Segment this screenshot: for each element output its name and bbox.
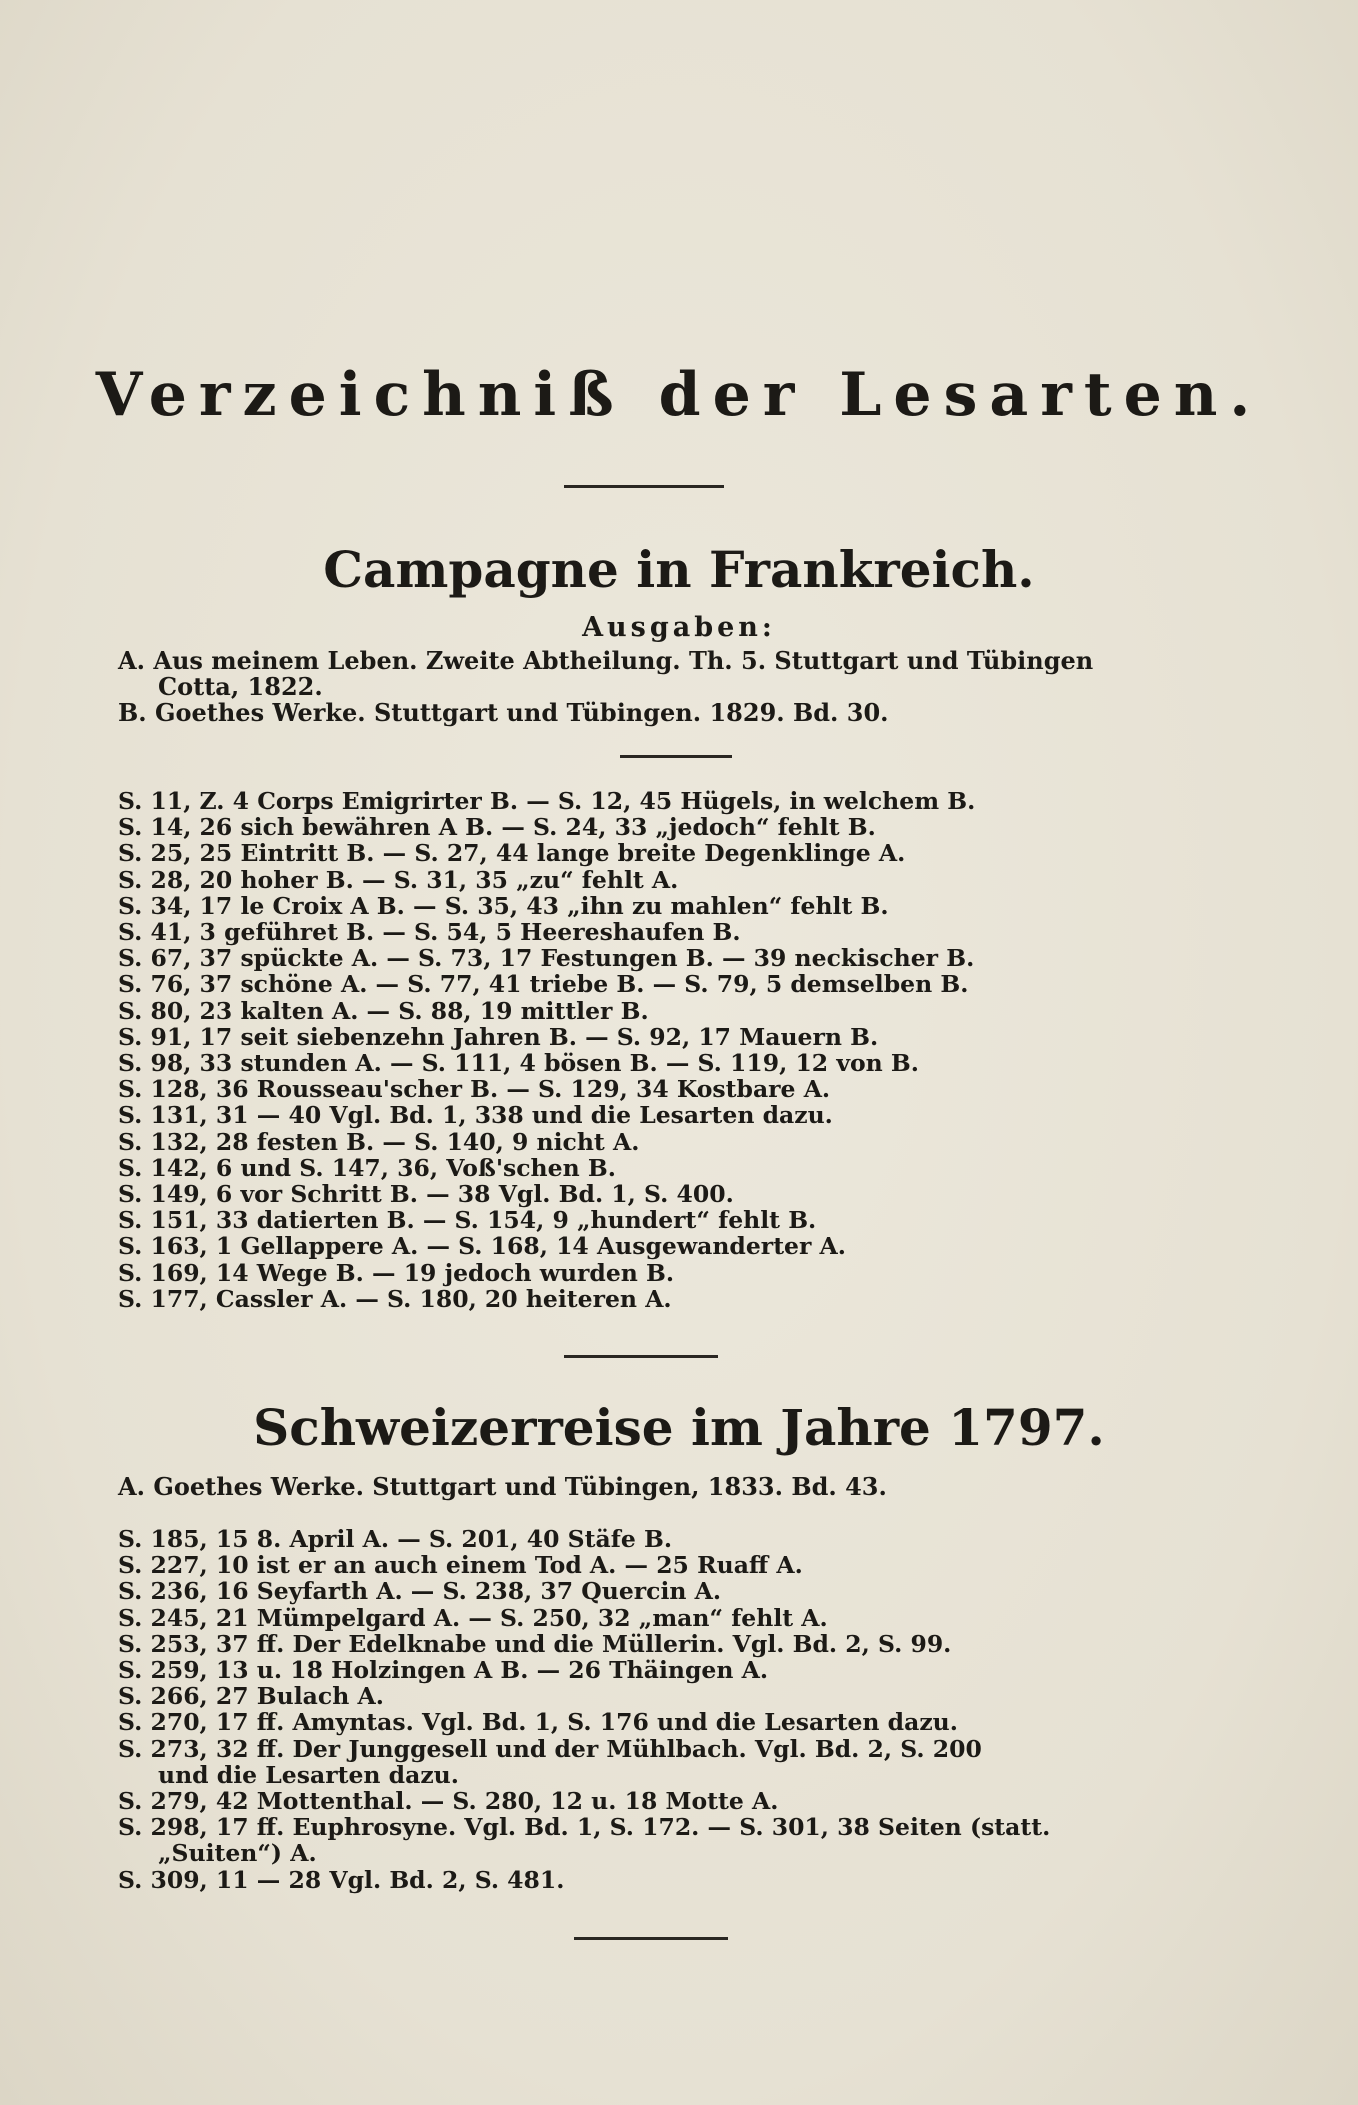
list-item-text: S. 245, 21 Mümpelgard A. — S. 250, 32 „man“ fehlt A. bbox=[118, 1603, 828, 1632]
list-item-text: S. 253, 37 ff. Der Edelknabe und die Müllerin. Vgl. Bd. 2, S. 99. bbox=[118, 1629, 952, 1658]
page-title: Verzeichniß der Lesarten. bbox=[95, 360, 1263, 430]
list-item-text-cont: „Suiten“) A. bbox=[158, 1839, 317, 1868]
edition-a bbox=[118, 648, 1168, 700]
list-item-text: S. 309, 11 — 28 Vgl. Bd. 2, S. 481. bbox=[118, 1865, 565, 1894]
list-item bbox=[118, 1709, 1178, 1735]
list-item bbox=[118, 1526, 1178, 1552]
list-item: S. 128, 36 Rousseau'scher B. — S. 129, 34 Kostbare A. bbox=[118, 1075, 831, 1104]
editions-list bbox=[118, 648, 1168, 726]
list-item: S. 177, Cassler A. — S. 180, 20 heiteren A. bbox=[118, 1284, 672, 1313]
list-item: S. 80, 23 kalten A. — S. 88, 19 mittler B. bbox=[118, 996, 649, 1025]
list-item: S. 14, 26 sich bewähren A B. — S. 24, 33 „jedoch“ fehlt B. bbox=[118, 813, 876, 842]
list-item: S. 76, 37 schöne A. — S. 77, 41 triebe B. — S. 79, 5 demselben B. bbox=[118, 970, 969, 999]
list-item bbox=[118, 1631, 1178, 1657]
list-item-text: S. 273, 32 ff. Der Junggesell und der Mühlbach. Vgl. Bd. 2, S. 200 bbox=[118, 1734, 982, 1763]
divider bbox=[620, 755, 732, 758]
list-item: S. 142, 6 und S. 147, 36, Voß'schen B. bbox=[118, 1153, 616, 1182]
list-item: S. 67, 37 spückte A. — S. 73, 17 Festungen B. — 39 neckischer B. bbox=[118, 944, 975, 973]
list-item-text: S. 266, 27 Bulach A. bbox=[118, 1682, 384, 1711]
list-item: S. 41, 3 geführet B. — S. 54, 5 Heereshaufen B. bbox=[118, 918, 741, 947]
list-item bbox=[118, 1736, 1178, 1788]
list-item: S. 28, 20 hoher B. — S. 31, 35 „zu“ fehlt A. bbox=[118, 865, 679, 894]
divider bbox=[574, 1937, 728, 1940]
edition-line-cont: Cotta, 1822. bbox=[158, 672, 323, 701]
list-item: S. 131, 31 — 40 Vgl. Bd. 1, 338 und die Lesarten dazu. bbox=[118, 1101, 833, 1130]
list-item: S. 98, 33 stunden A. — S. 111, 4 bösen B. — S. 119, 12 von B. bbox=[118, 1049, 919, 1078]
list-item: S. 151, 33 datierten B. — S. 154, 9 „hundert“ fehlt B. bbox=[118, 1206, 817, 1235]
list-item bbox=[118, 1552, 1178, 1578]
list-item-text: S. 259, 13 u. 18 Holzingen A B. — 26 Thäingen A. bbox=[118, 1656, 769, 1685]
edition-line: B. Goethes Werke. Stuttgart und Tübingen. 1829. Bd. 30. bbox=[118, 698, 889, 727]
list-item: S. 34, 17 le Croix A B. — S. 35, 43 „ihn zu mahlen“ fehlt B. bbox=[118, 891, 889, 920]
list-item bbox=[118, 1578, 1178, 1604]
list-item: S. 149, 6 vor Schritt B. — 38 Vgl. Bd. 1, S. 400. bbox=[118, 1180, 734, 1209]
list-item-text: S. 227, 10 ist er an auch einem Tod A. — 25 Ruaff A. bbox=[118, 1551, 803, 1580]
readings-list-campagne bbox=[118, 788, 1178, 1312]
list-item bbox=[118, 1867, 1178, 1893]
edition-line: A. Aus meinem Leben. Zweite Abtheilung. Th. 5. Stuttgart und Tübingen bbox=[118, 646, 1094, 675]
list-item bbox=[118, 1605, 1178, 1631]
section-title-schweizerreise: Schweizerreise im Jahre 1797. bbox=[253, 1398, 1105, 1457]
list-item-text: S. 298, 17 ff. Euphrosyne. Vgl. Bd. 1, S. 172. — S. 301, 38 Seiten (statt. bbox=[118, 1813, 1051, 1842]
list-item bbox=[118, 1814, 1178, 1866]
list-item: S. 163, 1 Gellappere A. — S. 168, 14 Ausgewanderter A. bbox=[118, 1232, 846, 1261]
list-item-text: S. 270, 17 ff. Amyntas. Vgl. Bd. 1, S. 176 und die Lesarten dazu. bbox=[118, 1708, 958, 1737]
list-item bbox=[118, 1657, 1178, 1683]
readings-list-schweizerreise bbox=[118, 1526, 1178, 1893]
section-title-campagne: Campagne in Frankreich. bbox=[323, 540, 1035, 599]
list-item: S. 132, 28 festen B. — S. 140, 9 nicht A. bbox=[118, 1127, 640, 1156]
edition-schweizerreise: A. Goethes Werke. Stuttgart und Tübingen, 1833. Bd. 43. bbox=[118, 1472, 887, 1501]
editions-heading: Ausgaben: bbox=[582, 612, 776, 643]
list-item: S. 91, 17 seit siebenzehn Jahren B. — S. 92, 17 Mauern B. bbox=[118, 1022, 879, 1051]
list-item-text: S. 236, 16 Seyfarth A. — S. 238, 37 Quercin A. bbox=[118, 1577, 722, 1606]
list-item-text-cont: und die Lesarten dazu. bbox=[158, 1760, 459, 1789]
list-item bbox=[118, 1683, 1178, 1709]
list-item bbox=[118, 1788, 1178, 1814]
list-item-text: S. 279, 42 Mottenthal. — S. 280, 12 u. 18 Motte A. bbox=[118, 1787, 779, 1816]
list-item-text: S. 185, 15 8. April A. — S. 201, 40 Stäfe B. bbox=[118, 1525, 673, 1553]
list-item: S. 11, Z. 4 Corps Emigrirter B. — S. 12, 45 Hügels, in welchem B. bbox=[118, 787, 976, 815]
divider bbox=[564, 1355, 718, 1358]
list-item: S. 25, 25 Eintritt B. — S. 27, 44 lange breite Degenklinge A. bbox=[118, 839, 906, 868]
divider bbox=[564, 485, 724, 488]
list-item: S. 169, 14 Wege B. — 19 jedoch wurden B. bbox=[118, 1258, 675, 1287]
edition-b bbox=[118, 700, 1168, 726]
